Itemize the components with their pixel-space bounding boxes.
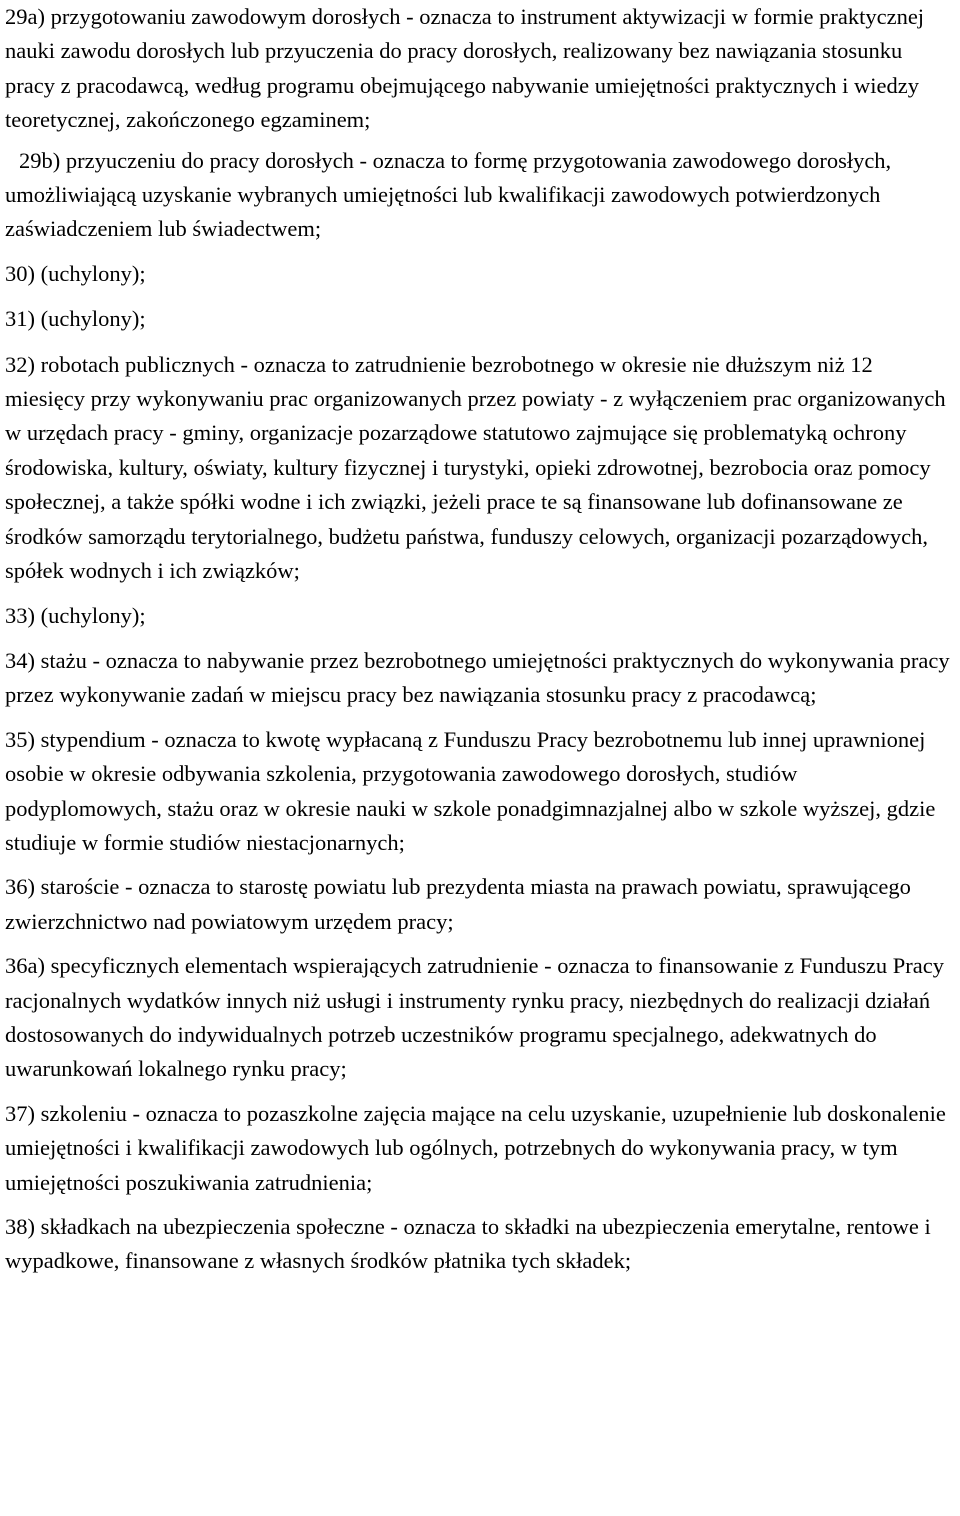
definition-36a: 36a) specyficznych elementach wspierających zatrudnienie - oznacza to finansowanie z Funduszu Pracy racjonalnych wydatków innych niż usługi i instrumenty rynku pracy, niezbędnych do realizacji działań dostosowanych do indywidualnych potrzeb uczestników programu specjalnego, adekwatnych do uwarunkowań lokalnego rynku pracy; bbox=[5, 953, 944, 1082]
definition-37: 37) szkoleniu - oznacza to pozaszkolne zajęcia mające na celu uzyskanie, uzupełnienie lub doskonalenie umiejętności i kwalifikacji zawodowych lub ogólnych, potrzebnych do wykonywania pracy, w tym umiejętności poszukiwania zatrudnienia; bbox=[5, 1100, 946, 1195]
document-page bbox=[5, 0, 955, 1289]
definition-31: 31) (uchylony); bbox=[5, 306, 146, 332]
definition-29b: 29b) przyuczeniu do pracy dorosłych - oznacza to formę przygotowania zawodowego dorosłych, umożliwiającą uzyskanie wybranych umiejętności lub kwalifikacji zawodowych potwierdzonych zaświadczeniem lub świadectwem; bbox=[5, 147, 892, 242]
definition-30: 30) (uchylony); bbox=[5, 260, 146, 286]
definition-29a: 29a) przygotowaniu zawodowym dorosłych - oznacza to instrument aktywizacji w formie praktycznej nauki zawodu dorosłych lub przyuczenia do pracy dorosłych, realizowany bez nawiązania stosunku pracy z pracodawcą, według programu obejmującego nabywanie umiejętności praktycznych i wiedzy teoretycznej, zakończonego egzaminem; bbox=[5, 4, 925, 133]
definition-36: 36) staroście - oznacza to starostę powiatu lub prezydenta miasta na prawach powiatu, sprawującego zwierzchnictwo nad powiatowym urzędem pracy; bbox=[5, 874, 911, 934]
definition-35: 35) stypendium - oznacza to kwotę wypłacaną z Funduszu Pracy bezrobotnemu lub innej uprawnionej osobie w okresie odbywania szkolenia, przygotowania zawodowego dorosłych, studiów podyplomowych, stażu oraz w okresie nauki w szkole ponadgimnazjalnej albo w szkole wyższej, gdzie studiuje w formie studiów niestacjonarnych; bbox=[5, 726, 936, 855]
definition-34: 34) stażu - oznacza to nabywanie przez bezrobotnego umiejętności praktycznych do wykonywania pracy przez wykonywanie zadań w miejscu pracy bez nawiązania stosunku pracy z pracodawcą; bbox=[5, 647, 950, 708]
definition-32: 32) robotach publicznych - oznacza to zatrudnienie bezrobotnego w okresie nie dłuższym niż 12 miesięcy przy wykonywaniu prac organizowanych przez powiaty - z wyłączeniem prac organizowanych w urzędach pracy - gminy, organizacje pozarządowe statutowo zajmujące się problematyką ochrony środowiska, kultury, oświaty, kultury fizycznej i turystyki, opieki zdrowotnej, bezrobocia oraz pomocy społecznej, a także spółki wodne i ich związki, jeżeli prace te są finansowane lub dofinansowane ze środków samorządu terytorialnego, budżetu państwa, funduszy celowych, organizacji pozarządowych, spółek wodnych i ich związków; bbox=[5, 351, 946, 584]
definition-33: 33) (uchylony); bbox=[5, 602, 146, 628]
definition-38: 38) składkach na ubezpieczenia społeczne - oznacza to składki na ubezpieczenia emerytalne, rentowe i wypadkowe, finansowane z własnych środków płatnika tych składek; bbox=[5, 1214, 931, 1274]
